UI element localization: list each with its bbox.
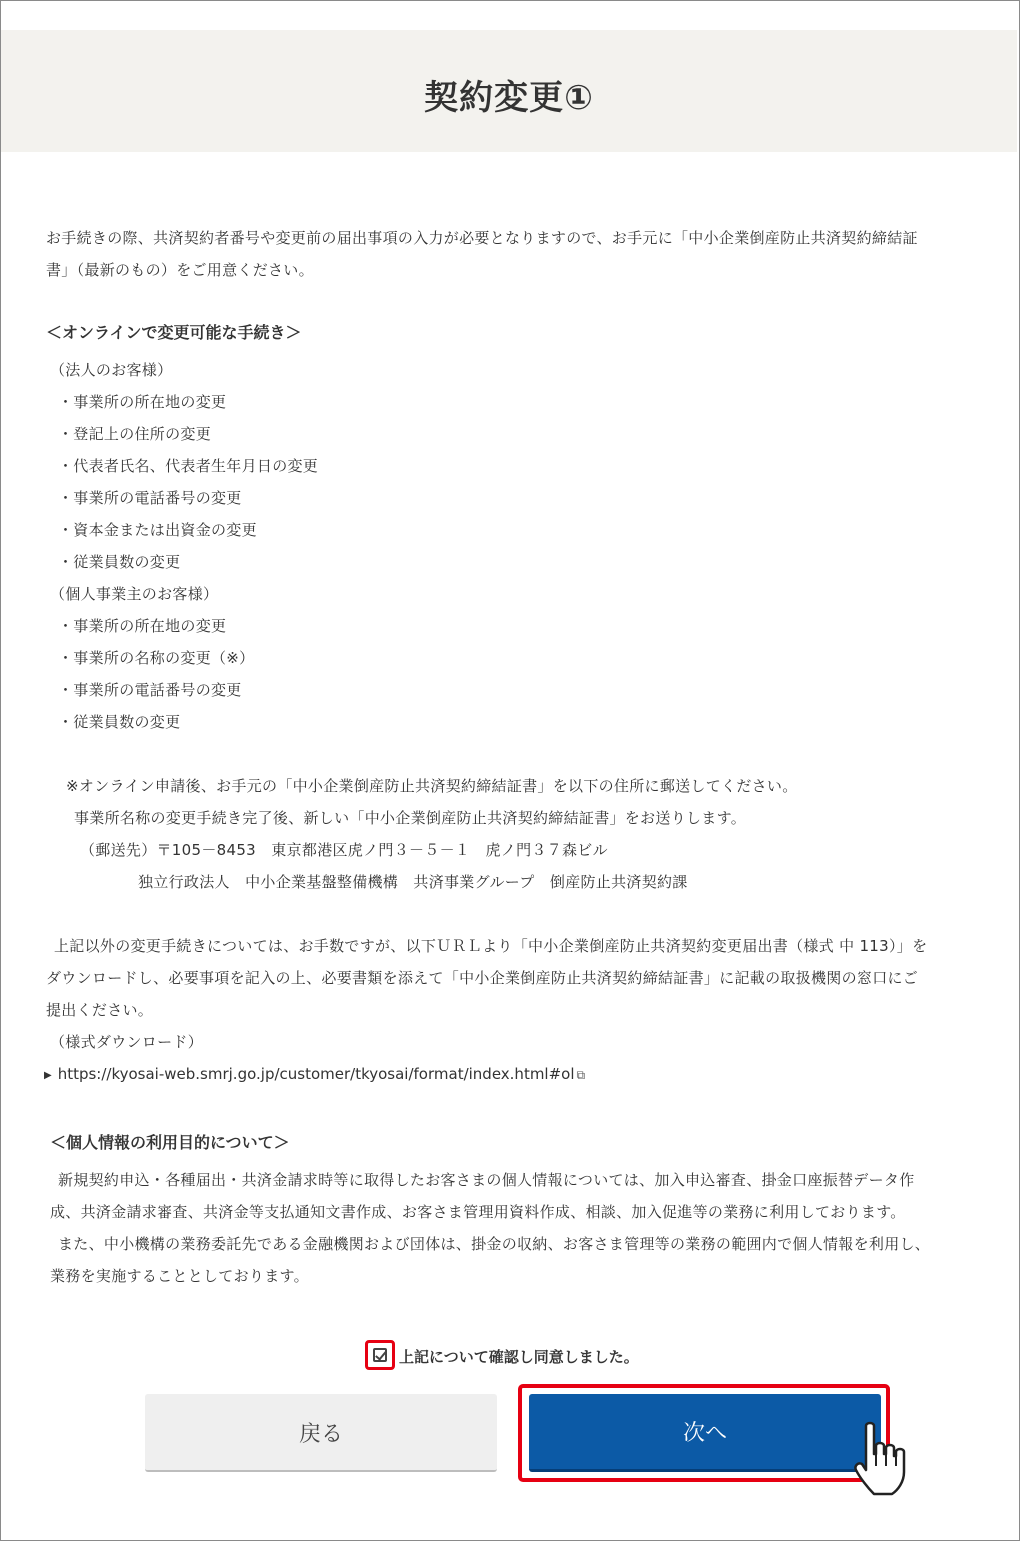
format-download-link[interactable] bbox=[44, 1065, 585, 1083]
page-title: 契約変更① bbox=[424, 78, 594, 118]
download-label: （様式ダウンロード） bbox=[50, 1033, 204, 1051]
other-line-2: ダウンロードし、必要事項を記入の上、必要書類を添えて「中小企業倒産防止共済契約締結証書」に記載の取扱機関の窓口にご bbox=[46, 969, 919, 987]
list-item: ・資本金または出資金の変更 bbox=[58, 521, 257, 539]
online-section-heading: ＜オンラインで変更可能な手続き＞ bbox=[46, 323, 302, 342]
privacy-line-2: 成、共済金請求審査、共済金等支払通知文書作成、お客さま管理用資料作成、相談、加入促進等の業務に利用しております。 bbox=[50, 1203, 906, 1221]
mail-address-1: （郵送先）〒105－8453 東京都港区虎ノ門３－５－１ 虎ノ門３７森ビル bbox=[80, 841, 608, 859]
intro-line-2: 書」（最新のもの）をご用意ください。 bbox=[46, 261, 314, 279]
back-button[interactable]: 戻る bbox=[145, 1394, 497, 1472]
agreement-checkbox[interactable] bbox=[373, 1348, 387, 1362]
format-download-url[interactable]: https://kyosai-web.smrj.go.jp/customer/tkyosai/format/index.html#ol bbox=[57, 1065, 575, 1083]
privacy-heading: ＜個人情報の利用目的について＞ bbox=[50, 1133, 290, 1152]
list-item: ・事業所の電話番号の変更 bbox=[58, 489, 242, 507]
mail-note-1: ※オンライン申請後、お手元の「中小企業倒産防止共済契約締結証書」を以下の住所に郵送してください。 bbox=[66, 777, 798, 795]
corporate-label: （法人のお客様） bbox=[50, 361, 173, 379]
list-item: ・事業所の所在地の変更 bbox=[58, 393, 227, 411]
list-item: ・代表者氏名、代表者生年月日の変更 bbox=[58, 457, 319, 475]
list-item: ・従業員数の変更 bbox=[58, 553, 181, 571]
list-item: ・登記上の住所の変更 bbox=[58, 425, 212, 443]
list-item: ・事業所の所在地の変更 bbox=[58, 617, 227, 635]
next-button[interactable]: 次へ bbox=[529, 1394, 881, 1472]
sole-proprietor-label: （個人事業主のお客様） bbox=[50, 585, 219, 603]
agreement-checkbox-highlight[interactable] bbox=[365, 1340, 395, 1370]
hand-pointer-icon bbox=[852, 1420, 918, 1500]
other-line-3: 提出ください。 bbox=[46, 1001, 154, 1019]
agreement-label[interactable]: 上記について確認し同意しました。 bbox=[399, 1348, 639, 1366]
list-item: ・従業員数の変更 bbox=[58, 713, 181, 731]
triangle-right-icon: ▶ bbox=[44, 1070, 52, 1081]
mail-note-2: 事業所名称の変更手続き完了後、新しい「中小企業倒産防止共済契約締結証書」をお送りします。 bbox=[74, 809, 747, 827]
external-link-icon: ⧉ bbox=[576, 1068, 586, 1082]
list-item: ・事業所の名称の変更（※） bbox=[58, 649, 255, 667]
other-line-1: 上記以外の変更手続きについては、お手数ですが、以下ＵＲＬより「中小企業倒産防止共済契約変更届出書（様式 中 113）」を bbox=[54, 937, 928, 955]
title-bar bbox=[1, 30, 1017, 152]
list-item: ・事業所の電話番号の変更 bbox=[58, 681, 242, 699]
intro-line-1: お手続きの際、共済契約者番号や変更前の届出事項の入力が必要となりますので、お手元に「中小企業倒産防止共済契約締結証 bbox=[46, 229, 918, 247]
privacy-line-1: 新規契約申込・各種届出・共済金請求時等に取得したお客さまの個人情報については、加入申込審査、掛金口座振替データ作 bbox=[58, 1171, 915, 1189]
privacy-line-4: 業務を実施することとしております。 bbox=[50, 1267, 309, 1285]
mail-address-2: 独立行政法人 中小企業基盤整備機構 共済事業グループ 倒産防止共済契約課 bbox=[138, 873, 688, 891]
privacy-line-3: また、中小機構の業務委託先である金融機関および団体は、掛金の収納、お客さま管理等の業務の範囲内で個人情報を利用し、 bbox=[58, 1235, 931, 1253]
